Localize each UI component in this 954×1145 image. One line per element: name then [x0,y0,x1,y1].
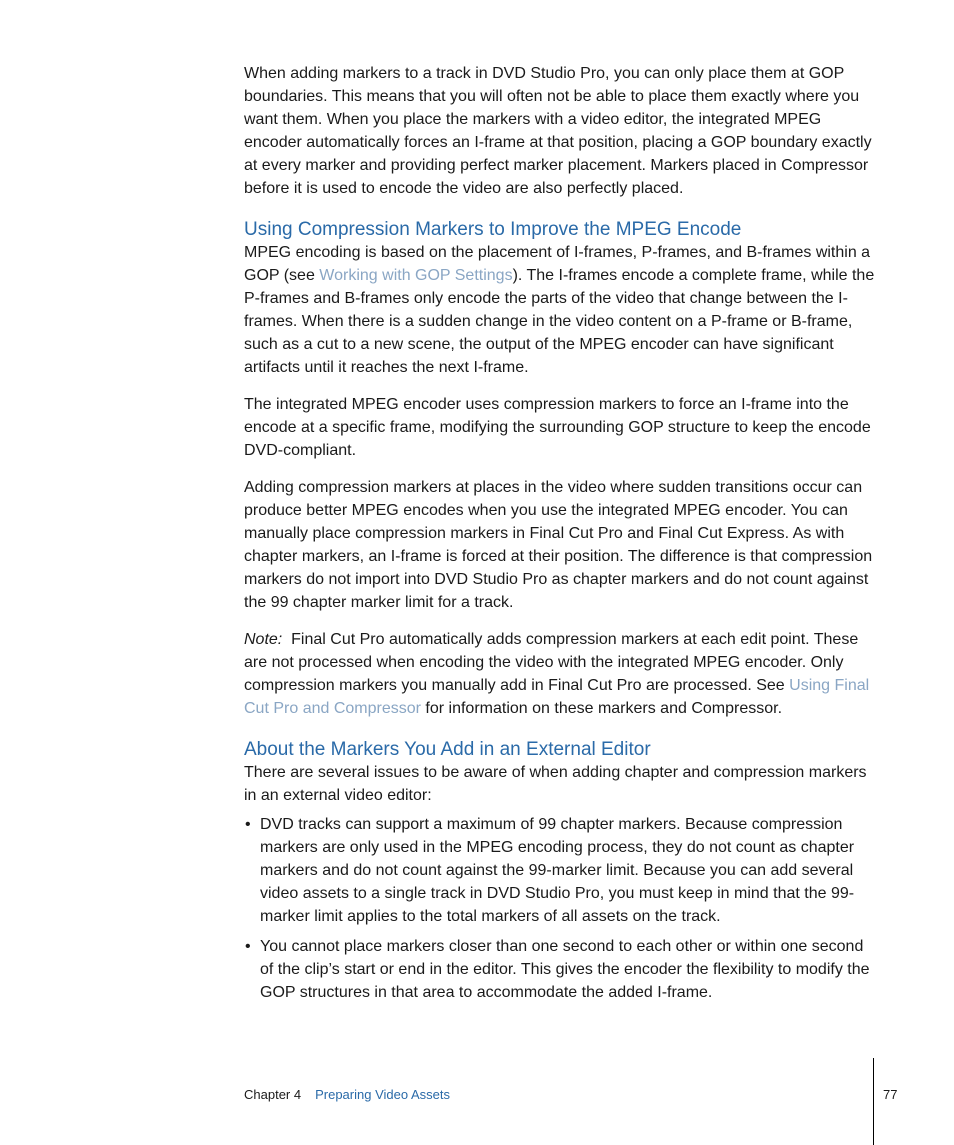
footer-chapter-label: Chapter 4 [244,1087,302,1102]
external-editor-intro: There are several issues to be aware of when adding chapter and compression markers in an external video editor: [244,764,867,804]
issues-list [244,813,876,1004]
list-item [244,935,876,1004]
page-number: 77 [883,1087,898,1102]
list-item [244,813,876,928]
note-text-b: for information on these markers and Compressor. [420,700,783,717]
intro-paragraph: When adding markers to a track in DVD Studio Pro, you can only place them at GOP boundaries. This means that you will often not be able to place them exactly where you want them. When you place the markers with a video editor, the integrated MPEG encoder automatically forces an I-frame at that position, placing a GOP boundary exactly at every marker and providing perfect marker placement. Markers placed in Compressor before it is used to encode the video are also perfectly placed. [244,65,872,197]
bullet-icon: • [245,938,251,955]
footer-divider [873,1058,874,1145]
page-content [244,62,876,1011]
final-cut-compressor-link[interactable]: Using Final Cut Pro and Compressor [244,677,870,717]
list-item-text: DVD tracks can support a maximum of 99 chapter markers. Because compression markers are only used in the MPEG encoding process, they do not count as chapter markers and do not count against the 99-marker limit. Because you can add several video assets to a single track in DVD Studio Pro, you must keep in mind that the 99-marker limit applies to the total markers of all assets on the track. [260,816,855,925]
page-footer [244,1087,450,1103]
footer-chapter-title[interactable]: Preparing Video Assets [315,1087,450,1102]
mpeg-encoding-text-a: MPEG encoding is based on the placement of I-frames, P-frames, and B-frames within a GOP (see [244,244,871,284]
note-text-a: Final Cut Pro automatically adds compression markers at each edit point. These are not processed when encoding the video with the integrated MPEG encoder. Only compression markers you manually add in Final Cut Pro are processed. See [244,631,859,694]
section-heading-compression-markers: Using Compression Markers to Improve the MPEG Encode [244,219,742,240]
integrated-encoder-paragraph: The integrated MPEG encoder uses compression markers to force an I-frame into the encode at a specific frame, modifying the surrounding GOP structure to keep the encode DVD-compliant. [244,396,871,459]
mpeg-encoding-paragraph [244,241,876,379]
note-label: Note: [244,631,283,648]
section-heading-external-editor: About the Markers You Add in an External Editor [244,739,651,760]
bullet-icon: • [245,816,251,833]
adding-markers-paragraph: Adding compression markers at places in the video where sudden transitions occur can produce better MPEG encodes when you use the integrated MPEG encoder. You can manually place compression markers in Final Cut Pro and Final Cut Express. As with chapter markers, an I-frame is forced at their position. The difference is that compression markers do not import into DVD Studio Pro as chapter markers and do not count against the 99 chapter marker limit for a track. [244,479,873,611]
note-paragraph [244,628,876,720]
gop-settings-link[interactable]: Working with GOP Settings [319,267,513,284]
list-item-text: You cannot place markers closer than one second to each other or within one second of the clip’s start or end in the editor. This gives the encoder the flexibility to modify the GOP structures in that area to accommodate the added I-frame. [260,938,870,1001]
mpeg-encoding-text-b: ). The I-frames encode a complete frame, while the P-frames and B-frames only encode the parts of the video that change between the I-frames. When there is a sudden change in the video content on a P-frame or B-frame, such as a cut to a new scene, the output of the MPEG encoder can have significant artifacts until it reaches the next I-frame. [244,267,875,376]
